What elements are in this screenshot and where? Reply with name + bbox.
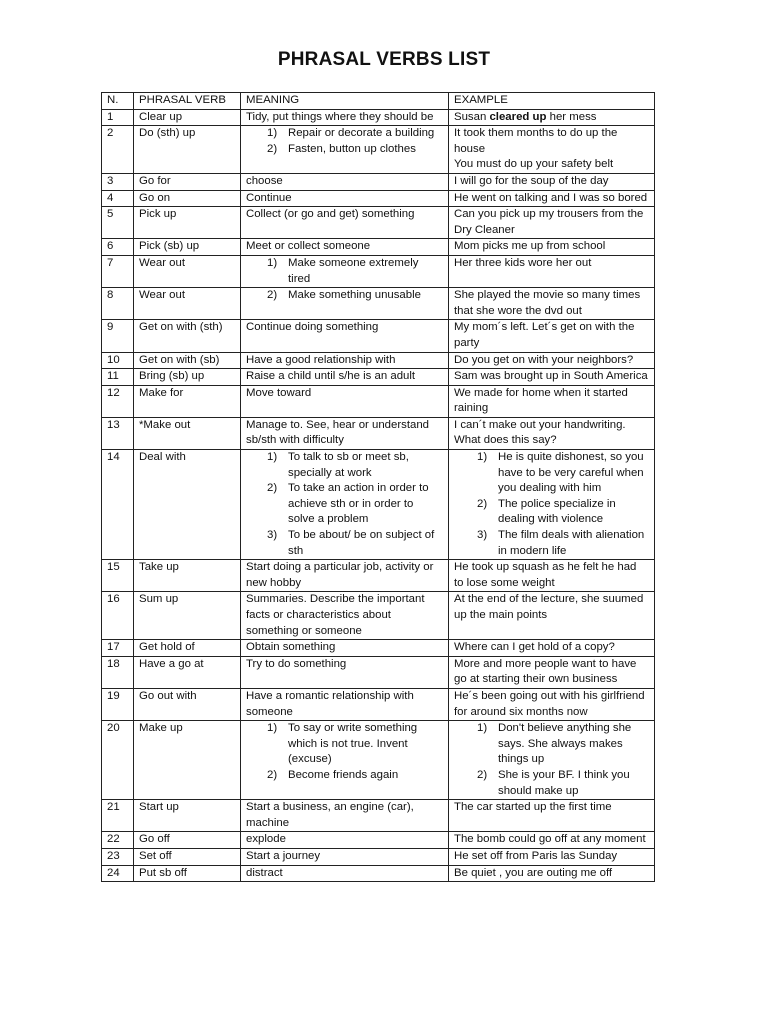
list-item-text: The police specialize in dealing with violence — [498, 497, 616, 526]
header-number: N. — [102, 93, 134, 110]
meaning-cell — [241, 126, 449, 174]
table-row — [102, 173, 655, 190]
table-row — [102, 640, 655, 657]
meaning-cell: Summaries. Describe the important facts or characteristics about something or someone — [241, 592, 449, 640]
example-cell: He went on talking and I was so bored — [449, 190, 655, 207]
phrasal-verb: Wear out — [134, 255, 241, 287]
phrasal-verb: *Make out — [134, 417, 241, 449]
row-number: 13 — [102, 417, 134, 449]
row-number: 21 — [102, 800, 134, 832]
phrasal-verb: Make for — [134, 385, 241, 417]
list-item-number: 1) — [477, 451, 488, 464]
table-row — [102, 865, 655, 882]
table-row — [102, 320, 655, 352]
meaning-cell: Continue — [241, 190, 449, 207]
phrasal-verb: Wear out — [134, 288, 241, 320]
row-number: 16 — [102, 592, 134, 640]
meaning-cell: Obtain something — [241, 640, 449, 657]
phrasal-verb: Bring (sb) up — [134, 369, 241, 386]
phrasal-verb: Start up — [134, 800, 241, 832]
example-cell: Her three kids wore her out — [449, 255, 655, 287]
row-number: 15 — [102, 560, 134, 592]
table-row — [102, 126, 655, 174]
meaning-cell: Manage to. See, hear or understand sb/sth with difficulty — [241, 417, 449, 449]
list-item — [454, 497, 649, 528]
list-item — [246, 528, 443, 559]
list-item — [246, 288, 443, 304]
header-meaning: MEANING — [241, 93, 449, 110]
meaning-cell — [241, 721, 449, 800]
table-row — [102, 688, 655, 720]
list-item-number: 1) — [267, 722, 278, 735]
table-row — [102, 288, 655, 320]
row-number: 8 — [102, 288, 134, 320]
list-item-number: 2) — [267, 289, 278, 302]
phrasal-verbs-table — [101, 92, 655, 882]
meaning-cell: choose — [241, 173, 449, 190]
list-item-text: To say or write something which is not true. Invent (excuse) — [288, 722, 418, 766]
row-number: 7 — [102, 255, 134, 287]
table-row — [102, 369, 655, 386]
table-row — [102, 190, 655, 207]
table-row — [102, 207, 655, 239]
list-item-text: To talk to sb or meet sb, specially at work — [288, 451, 409, 479]
numbered-list — [246, 256, 443, 287]
list-item-number: 2) — [267, 768, 278, 781]
row-number: 4 — [102, 190, 134, 207]
example-cell — [449, 109, 655, 126]
list-item — [246, 481, 443, 528]
list-item — [454, 528, 649, 559]
phrasal-verb: Take up — [134, 560, 241, 592]
row-number: 10 — [102, 352, 134, 369]
phrasal-verb: Go on — [134, 190, 241, 207]
example-cell: My mom´s left. Let´s get on with the party — [449, 320, 655, 352]
row-number: 18 — [102, 656, 134, 688]
row-number: 5 — [102, 207, 134, 239]
numbered-list — [246, 450, 443, 559]
list-item — [246, 142, 443, 158]
row-number: 20 — [102, 721, 134, 800]
example-cell: At the end of the lecture, she suumed up the main points — [449, 592, 655, 640]
list-item-text: To take an action in order to achieve sth or in order to solve a problem — [288, 482, 429, 526]
example-cell — [449, 126, 655, 174]
list-item-number: 1) — [267, 256, 278, 269]
header-example: EXAMPLE — [449, 93, 655, 110]
row-number: 1 — [102, 109, 134, 126]
meaning-cell: Start doing a particular job, activity or new hobby — [241, 560, 449, 592]
header-phrasal-verb: PHRASAL VERB — [134, 93, 241, 110]
table-row — [102, 560, 655, 592]
table-row — [102, 255, 655, 287]
table-row — [102, 109, 655, 126]
meaning-cell: explode — [241, 832, 449, 849]
numbered-list — [454, 721, 649, 799]
table-row — [102, 592, 655, 640]
example-cell: Do you get on with your neighbors? — [449, 352, 655, 369]
phrasal-verb: Get on with (sb) — [134, 352, 241, 369]
numbered-list — [246, 126, 443, 157]
table-row — [102, 656, 655, 688]
example-cell — [449, 721, 655, 800]
phrasal-verb: Set off — [134, 848, 241, 865]
list-item-number: 2) — [267, 142, 278, 155]
phrasal-verb: Put sb off — [134, 865, 241, 882]
meaning-cell: distract — [241, 865, 449, 882]
table-row — [102, 848, 655, 865]
example-cell: We made for home when it started raining — [449, 385, 655, 417]
meaning-cell: Try to do something — [241, 656, 449, 688]
example-text: her mess — [546, 110, 597, 123]
example-cell: The car started up the first time — [449, 800, 655, 832]
example-line: It took them months to do up the house — [454, 127, 618, 155]
phrasal-verb: Have a go at — [134, 656, 241, 688]
list-item-number: 3) — [267, 529, 278, 542]
example-cell: I will go for the soup of the day — [449, 173, 655, 190]
list-item-number: 2) — [267, 482, 278, 495]
table-row — [102, 385, 655, 417]
page-title: PHRASAL VERBS LIST — [277, 49, 491, 70]
meaning-cell: Have a good relationship with — [241, 352, 449, 369]
list-item-text: The film deals with alienation in modern life — [498, 529, 645, 557]
list-item-number: 1) — [267, 127, 278, 140]
list-item — [246, 126, 443, 142]
meaning-cell: Meet or collect someone — [241, 239, 449, 256]
example-cell: The bomb could go off at any moment — [449, 832, 655, 849]
row-number: 24 — [102, 865, 134, 882]
example-cell: Can you pick up my trousers from the Dry Cleaner — [449, 207, 655, 239]
row-number: 2 — [102, 126, 134, 174]
example-cell: She played the movie so many times that she wore the dvd out — [449, 288, 655, 320]
list-item — [246, 721, 443, 768]
row-number: 14 — [102, 450, 134, 560]
table-row — [102, 239, 655, 256]
table-row — [102, 800, 655, 832]
list-item-text: Make something unusable — [288, 289, 421, 302]
meaning-cell — [241, 288, 449, 320]
phrasal-verb: Sum up — [134, 592, 241, 640]
row-number: 23 — [102, 848, 134, 865]
list-item-number: 2) — [477, 768, 488, 781]
numbered-list — [246, 721, 443, 783]
example-cell: He´s been going out with his girlfriend for around six months now — [449, 688, 655, 720]
row-number: 9 — [102, 320, 134, 352]
meaning-cell: Start a journey — [241, 848, 449, 865]
meaning-cell: Start a business, an engine (car), machine — [241, 800, 449, 832]
list-item-text: Make someone extremely tired — [288, 256, 419, 285]
phrasal-verb: Deal with — [134, 450, 241, 560]
list-item-text: Don't believe anything she says. She always makes things up — [498, 722, 632, 766]
meaning-cell: Have a romantic relationship with someone — [241, 688, 449, 720]
example-cell: Sam was brought up in South America — [449, 369, 655, 386]
table-row — [102, 352, 655, 369]
example-cell: Where can I get hold of a copy? — [449, 640, 655, 657]
numbered-list — [246, 288, 443, 304]
table-row — [102, 832, 655, 849]
list-item-text: Repair or decorate a building — [288, 127, 435, 140]
example-phrasal-verb: cleared up — [489, 110, 547, 123]
list-item-number: 1) — [267, 451, 278, 464]
list-item — [246, 450, 443, 481]
phrasal-verb: Get hold of — [134, 640, 241, 657]
example-cell: More and more people want to have go at starting their own business — [449, 656, 655, 688]
table-row — [102, 450, 655, 560]
example-line: You must do up your safety belt — [454, 158, 614, 171]
list-item-text: Fasten, button up clothes — [288, 142, 416, 155]
phrasal-verb: Go for — [134, 173, 241, 190]
row-number: 3 — [102, 173, 134, 190]
table-row — [102, 417, 655, 449]
table-row — [102, 721, 655, 800]
list-item-number: 3) — [477, 529, 488, 542]
example-cell: Be quiet , you are outing me off — [449, 865, 655, 882]
list-item-text: She is your BF. I think you should make up — [498, 768, 630, 797]
phrasal-verb: Pick (sb) up — [134, 239, 241, 256]
row-number: 17 — [102, 640, 134, 657]
row-number: 11 — [102, 369, 134, 386]
row-number: 6 — [102, 239, 134, 256]
row-number: 19 — [102, 688, 134, 720]
meaning-cell: Collect (or go and get) something — [241, 207, 449, 239]
meaning-cell: Raise a child until s/he is an adult — [241, 369, 449, 386]
phrasal-verb: Clear up — [134, 109, 241, 126]
list-item-text: He is quite dishonest, so you have to be very careful when you dealing with him — [498, 451, 644, 495]
example-cell: He set off from Paris las Sunday — [449, 848, 655, 865]
example-text: Susan — [454, 110, 490, 123]
table-header-row — [102, 93, 655, 110]
list-item — [454, 450, 649, 497]
phrasal-verb: Pick up — [134, 207, 241, 239]
phrasal-verb: Make up — [134, 721, 241, 800]
list-item-text: Become friends again — [288, 768, 399, 781]
meaning-cell — [241, 255, 449, 287]
list-item-text: To be about/ be on subject of sth — [288, 529, 435, 557]
list-item — [454, 721, 649, 768]
phrasal-verb: Get on with (sth) — [134, 320, 241, 352]
list-item-number: 2) — [477, 497, 488, 510]
list-item — [454, 768, 649, 799]
meaning-cell — [241, 450, 449, 560]
example-cell: He took up squash as he felt he had to lose some weight — [449, 560, 655, 592]
phrasal-verb: Do (sth) up — [134, 126, 241, 174]
example-cell: Mom picks me up from school — [449, 239, 655, 256]
row-number: 22 — [102, 832, 134, 849]
list-item — [246, 256, 443, 287]
list-item — [246, 768, 443, 784]
meaning-cell: Move toward — [241, 385, 449, 417]
row-number: 12 — [102, 385, 134, 417]
example-cell: I can´t make out your handwriting. What does this say? — [449, 417, 655, 449]
meaning-cell: Continue doing something — [241, 320, 449, 352]
phrasal-verb: Go off — [134, 832, 241, 849]
example-cell — [449, 450, 655, 560]
list-item-number: 1) — [477, 722, 488, 735]
phrasal-verb: Go out with — [134, 688, 241, 720]
numbered-list — [454, 450, 649, 559]
meaning-cell: Tidy, put things where they should be — [241, 109, 449, 126]
